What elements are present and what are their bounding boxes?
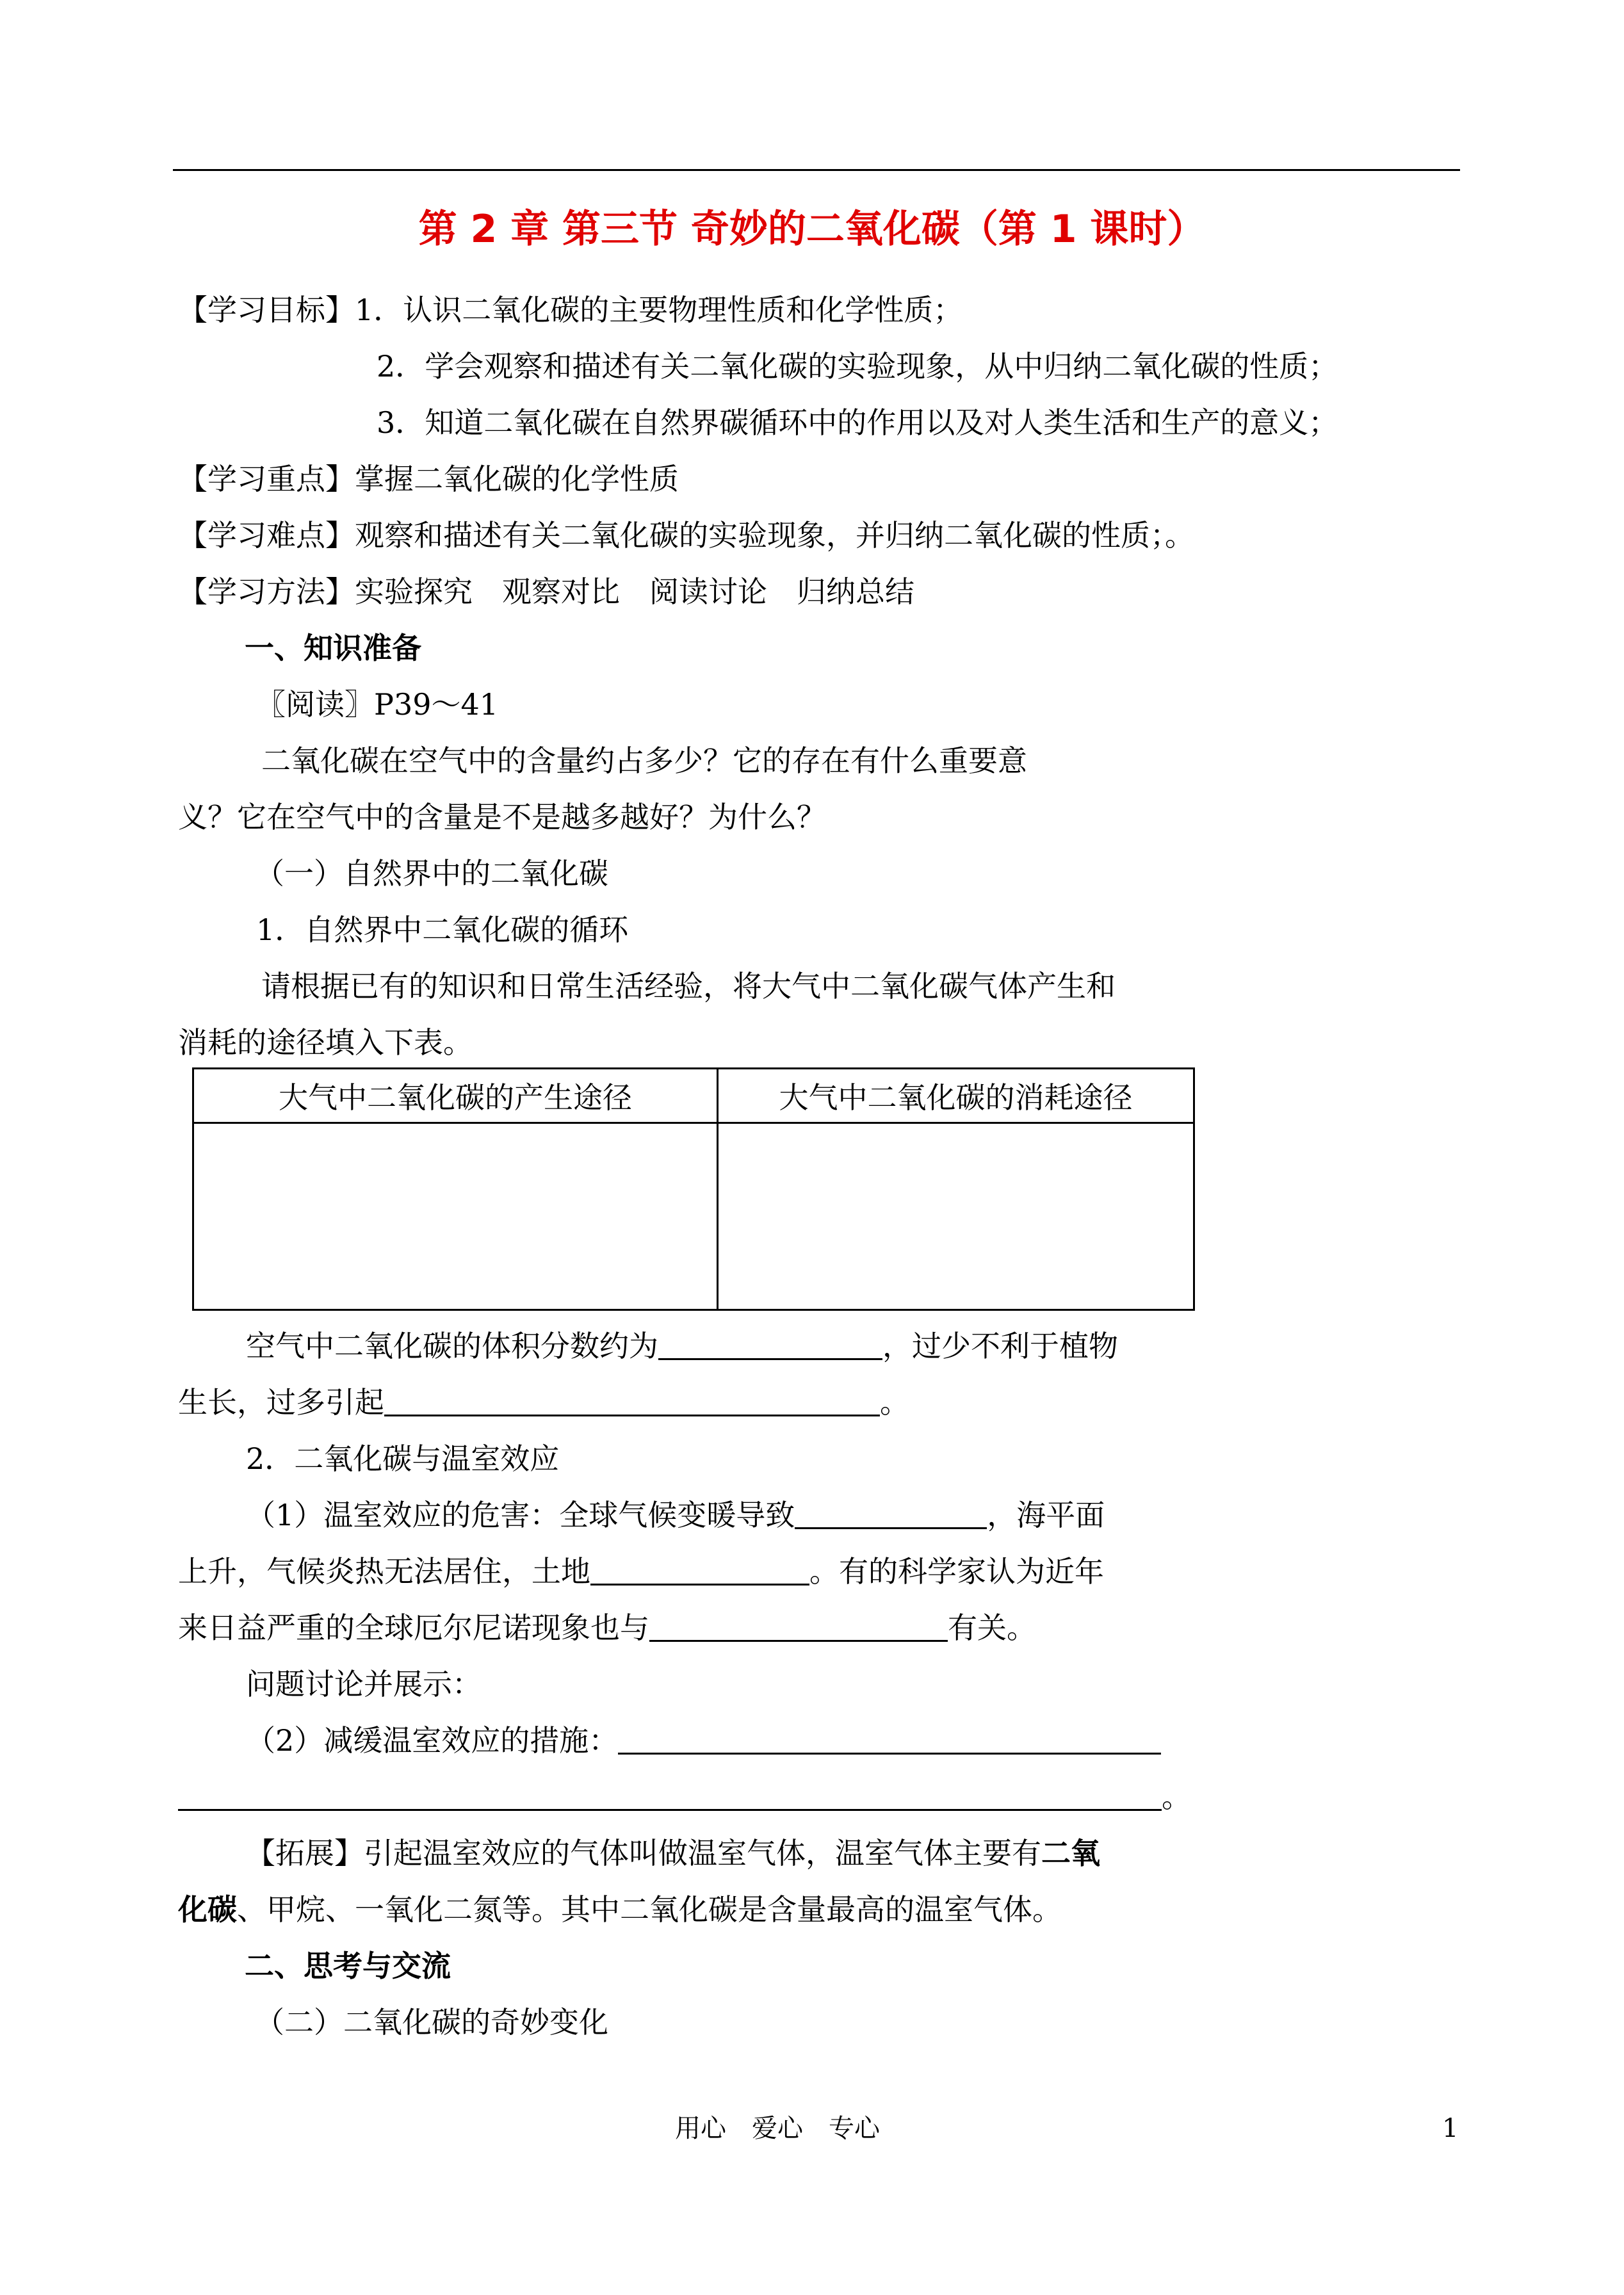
method-text: 实验探究 观察对比 阅读讨论 归纳总结 [355, 574, 914, 609]
extension-text: 引起温室效应的气体叫做温室气体，温室气体主要有 [364, 1836, 1041, 1870]
fill-line [246, 1721, 1161, 1760]
difficulty-line [178, 516, 1194, 555]
header-rule [173, 169, 1460, 171]
answer-blank[interactable] [649, 1612, 948, 1642]
footer-motto: 用心 爱心 专心 [675, 2114, 880, 2143]
answer-blank[interactable] [384, 1386, 880, 1416]
question-text: 二氧化碳在空气中的含量约占多少？它的存在有什么重要意 [261, 743, 1027, 778]
method-line [178, 572, 914, 611]
extension-line [246, 1834, 1100, 1872]
item-heading: 1．自然界中二氧化碳的循环 [256, 912, 629, 947]
discussion-prompt: 问题讨论并展示： [246, 1667, 482, 1701]
extension-bold: 二氧 [1041, 1836, 1100, 1870]
difficulty-text: 观察和描述有关二氧化碳的实验现象，并归纳二氧化碳的性质；。 [355, 518, 1194, 553]
fill-text: （2）减缓温室效应的措施： [246, 1723, 619, 1758]
fill-text: 上升，气候炎热无法居住，土地 [178, 1554, 590, 1589]
fill-text: ，过少不利于植物 [882, 1329, 1118, 1363]
objectives-line [178, 291, 962, 329]
objective-item: 3．知道二氧化碳在自然界碳循环中的作用以及对人类生活和生产的意义； [377, 405, 1338, 440]
fill-text: 空气中二氧化碳的体积分数约为 [246, 1329, 658, 1363]
fill-line [246, 1496, 1105, 1534]
question-text: 义？它在空气中的含量是不是越多越好？为什么？ [178, 800, 826, 834]
answer-blank[interactable] [590, 1555, 809, 1585]
fill-text: 。 [880, 1385, 909, 1420]
answer-blank[interactable] [178, 1781, 1162, 1811]
answer-blank[interactable] [795, 1499, 987, 1529]
page-number: 1 [1442, 2114, 1459, 2143]
objectives-label: 【学习目标】 [178, 293, 355, 327]
reading-ref: 〖阅读〗P39～41 [256, 687, 499, 722]
answer-blank[interactable] [618, 1724, 1161, 1755]
answer-blank[interactable] [658, 1330, 882, 1360]
difficulty-label: 【学习难点】 [178, 518, 355, 553]
section-heading: 一、知识准备 [245, 631, 421, 665]
consumption-answer-cell[interactable] [718, 1123, 1194, 1310]
co2-pathway-table [192, 1067, 1195, 1311]
production-answer-cell[interactable] [193, 1123, 718, 1310]
fill-text: 。有的科学家认为近年 [809, 1554, 1104, 1589]
fill-text: 。 [1162, 1780, 1191, 1814]
method-label: 【学习方法】 [178, 574, 355, 609]
fill-line [246, 1327, 1118, 1365]
section-heading: 二、思考与交流 [245, 1949, 451, 1983]
extension-text: 、甲烷、一氧化二氮等。其中二氧化碳是含量最高的温室气体。 [237, 1892, 1062, 1927]
fill-line [178, 1383, 909, 1422]
item-heading: 2．二氧化碳与温室效应 [246, 1441, 560, 1476]
extension-bold: 化碳 [178, 1892, 237, 1927]
subsection-heading: （一）自然界中的二氧化碳 [255, 856, 608, 891]
instruction-text: 消耗的途径填入下表。 [178, 1025, 473, 1060]
fill-line [178, 1609, 1036, 1647]
fill-text: 来日益严重的全球厄尔尼诺现象也与 [178, 1610, 649, 1645]
fill-text: ，海平面 [987, 1498, 1105, 1532]
objective-item: 2．学会观察和描述有关二氧化碳的实验现象，从中归纳二氧化碳的性质； [377, 349, 1338, 384]
fill-text: 有关。 [948, 1610, 1036, 1645]
instruction-text: 请根据已有的知识和日常生活经验，将大气中二氧化碳气体产生和 [261, 969, 1116, 1003]
extension-label: 【拓展】 [246, 1836, 364, 1870]
fill-text: （1）温室效应的危害：全球气候变暖导致 [246, 1498, 795, 1532]
page-title: 第 2 章 第三节 奇妙的二氧化碳（第 1 课时） [418, 207, 1206, 252]
extension-line [178, 1890, 1062, 1929]
key-point-text: 掌握二氧化碳的化学性质 [355, 462, 679, 496]
subsection-heading: （二）二氧化碳的奇妙变化 [255, 2005, 608, 2040]
fill-line [178, 1552, 1104, 1591]
key-point-label: 【学习重点】 [178, 462, 355, 496]
fill-line [178, 1778, 1191, 1816]
objective-item: 1．认识二氧化碳的主要物理性质和化学性质； [355, 293, 963, 327]
fill-text: 生长，过多引起 [178, 1385, 384, 1420]
key-point-line [178, 460, 679, 498]
table-header-production: 大气中二氧化碳的产生途径 [193, 1069, 718, 1123]
table-header-consumption: 大气中二氧化碳的消耗途径 [718, 1069, 1194, 1123]
